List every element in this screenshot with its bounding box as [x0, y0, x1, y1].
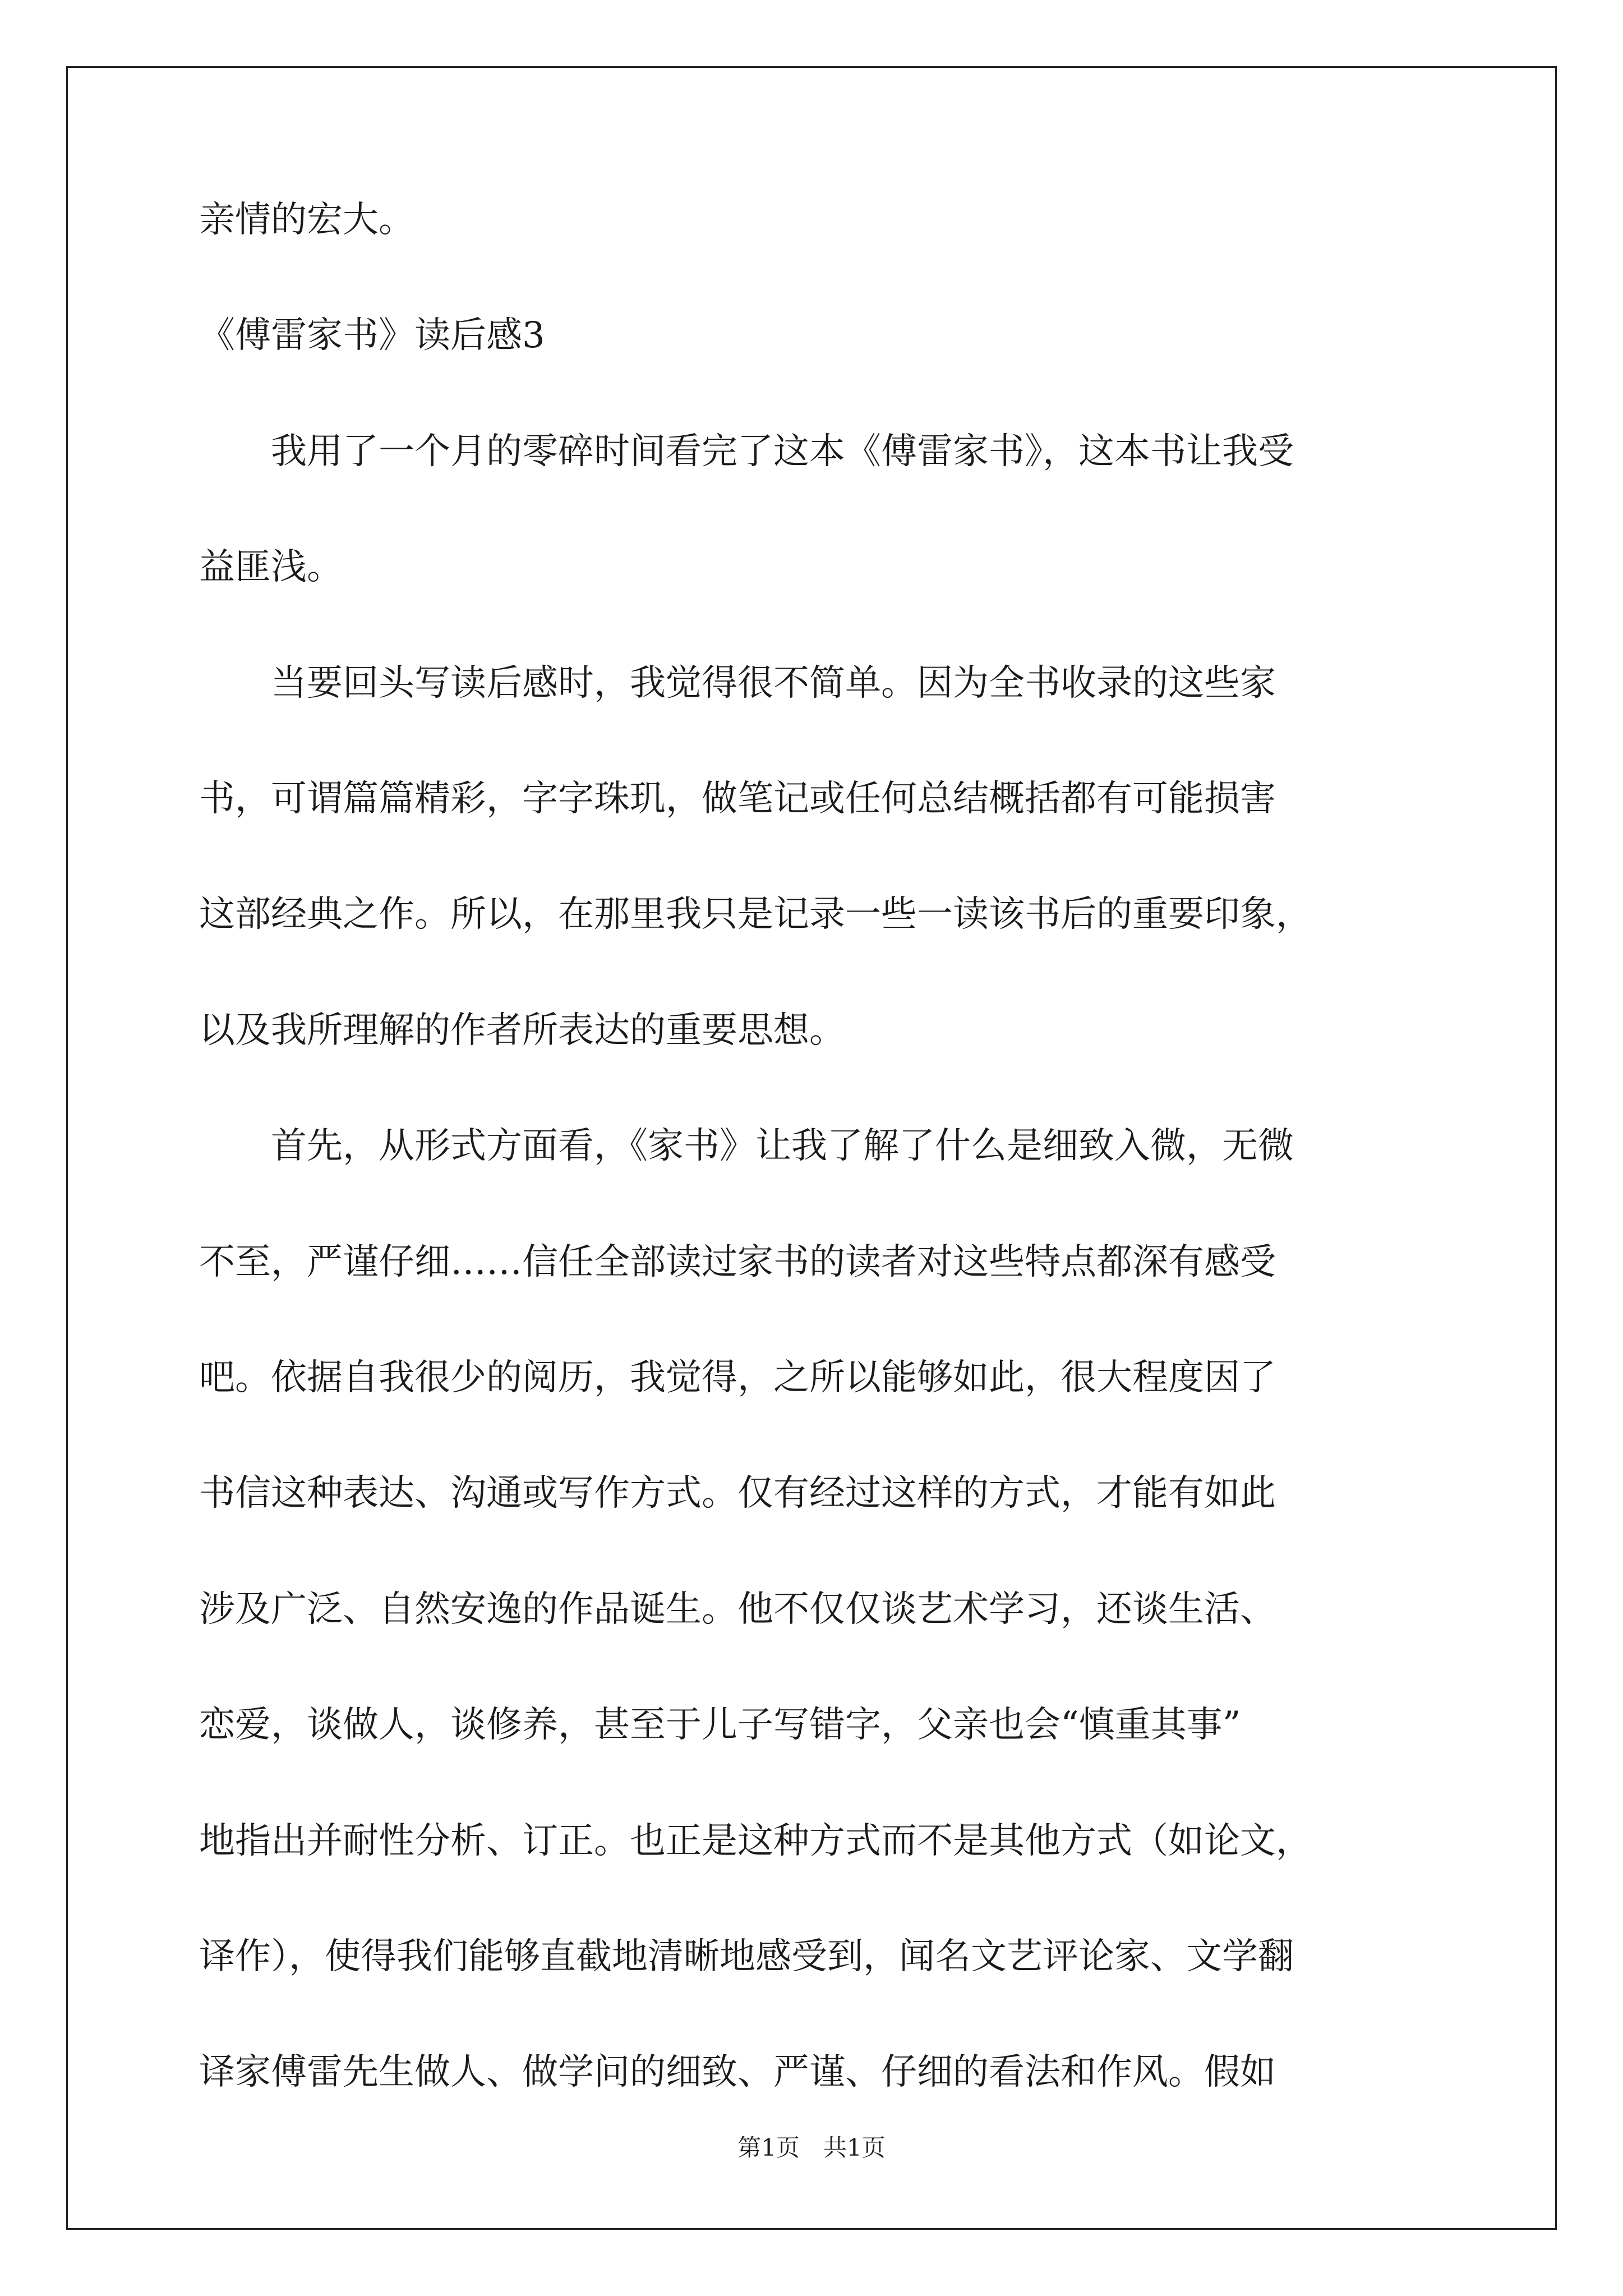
- text-line: 不至，严谨仔细……信任全部读过家书的读者对这些特点都深有感受: [199, 1241, 1276, 1283]
- text-line: 涉及广泛、自然安逸的作品诞生。他不仅仅谈艺术学习，还谈生活、: [199, 1588, 1276, 1630]
- text-line: 亲情的宏大。: [199, 199, 414, 241]
- text-line: 恋爱，谈做人，谈修养，甚至于儿子写错字，父亲也会“慎重其事”: [199, 1704, 1241, 1746]
- text-line: 益匪浅。: [199, 546, 343, 588]
- text-line: 以及我所理解的作者所表达的重要思想。: [199, 1009, 845, 1051]
- text-line: 当要回头写读后感时，我觉得很不简单。因为全书收录的这些家: [199, 662, 1276, 704]
- text-line: 首先，从形式方面看，《家书》让我了解了什么是细致入微，无微: [199, 1125, 1294, 1167]
- page-number-footer: 第1页 共1页: [737, 2134, 886, 2161]
- text-line: 译作），使得我们能够直截地清晰地感受到，闻名文艺评论家、文学翻: [199, 1936, 1294, 1977]
- text-line: 吧。依据自我很少的阅历，我觉得，之所以能够如此，很大程度因了: [199, 1357, 1276, 1398]
- text-line: 地指出并耐性分析、订正。也正是这种方式而不是其他方式（如论文，: [199, 1820, 1312, 1862]
- section-heading: 《傅雷家书》读后感3: [199, 315, 545, 357]
- text-line: 我用了一个月的零碎时间看完了这本《傅雷家书》，这本书让我受: [199, 430, 1294, 472]
- text-line: 书信这种表达、沟通或写作方式。仅有经过这样的方式，才能有如此: [199, 1473, 1276, 1515]
- text-line: 这部经典之作。所以，在那里我只是记录一些一读该书后的重要印象，: [199, 894, 1312, 936]
- text-line: 译家傅雷先生做人、做学问的细致、严谨、仔细的看法和作风。假如: [199, 2051, 1276, 2093]
- text-line: 书，可谓篇篇精彩，字字珠玑，做笔记或任何总结概括都有可能损害: [199, 778, 1276, 820]
